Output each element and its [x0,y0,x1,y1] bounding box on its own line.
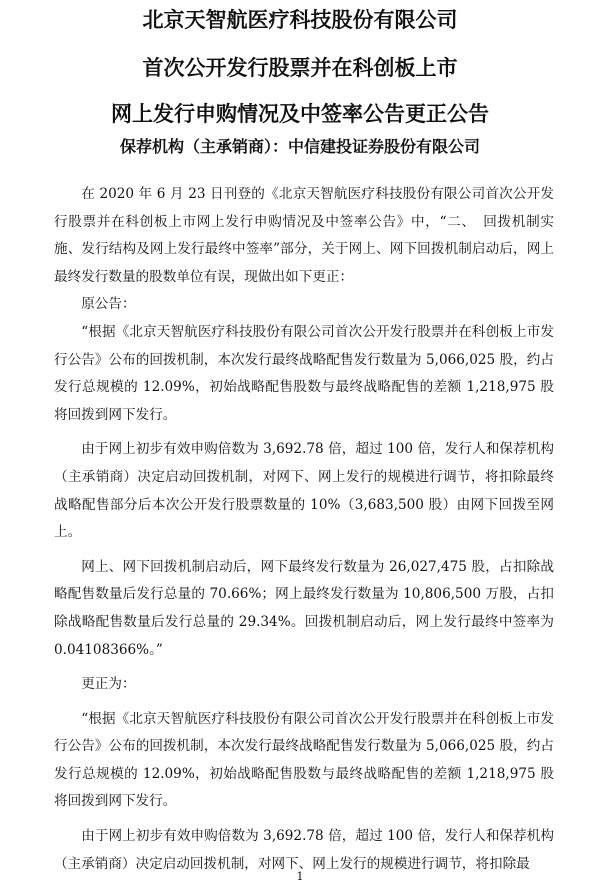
document-title-line-3: 网上发行申购情况及中签率公告更正公告 [111,102,489,126]
corrected-paragraph-1: “根据《北京天智航医疗科技股份有限公司首次公开发行股票并在科创板上市发行公告》公布的回拨机制，本次发行最终战略配售发行数量为 5,066,025 股，约占发行总规模的 12.09%，初始战略配售股数与最终战略配售的差额 1,218,975 股将回拨到网下发行。 [54,710,554,810]
intro-paragraph: 在 2020 年 6 月 23 日刊登的《北京天智航医疗科技股份有限公司首次公开发行股票并在科创板上市网上发行申购情况及中签率公告》中，“二、 回拨机制实施、发行结构及网上发行最终中签率”部分，关于网上、网下回拨机制启动后，网上最终发行数量的股数单位有误，现做出如下更正： [54,186,554,285]
document-body [54,181,554,878]
corrected-paragraph-2: 由于网上初步有效申购倍数为 3,692.78 倍，超过 100 倍，发行人和保荐机构（主承销商）决定启动回拨机制，对网下、网上发行的规模进行调节，将扣除最 [54,828,554,872]
original-announcement-label: 原公告： [81,296,136,313]
original-paragraph-2: 由于网上初步有效申购倍数为 3,692.78 倍，超过 100 倍，发行人和保荐机构（主承销商）决定启动回拨机制，对网下、网上发行的规模进行调节，将扣除最终战略配售部分后本次公开发行股票数量的 10%（3,683,500 股）由网下回拨至网上。 [54,441,554,541]
original-paragraph-3: 网上、网下回拨机制启动后，网下最终发行数量为 26,027,475 股，占扣除战略配售数量后发行总量的 70.66%；网上最终发行数量为 10,806,500 万股，占扣除战略配售数量后发行总量的 29.34%。回拨机制启动后，网上发行最终中签率为 0.04108366%。” [54,558,554,658]
page-number: 1 [296,870,304,883]
document-title-line-1: 北京天智航医疗科技股份有限公司 [142,8,458,32]
sponsor-line: 保荐机构（主承销商）：中信建投证券股份有限公司 [119,137,480,156]
document-title-line-2: 首次公开发行股票并在科创板上市 [142,56,458,80]
original-paragraph-1: “根据《北京天智航医疗科技股份有限公司首次公开发行股票并在科创板上市发行公告》公布的回拨机制，本次发行最终战略配售发行数量为 5,066,025 股，约占发行总规模的 12.09%，初始战略配售股数与最终战略配售的差额 1,218,975 股将回拨到网下发行。 [54,323,554,423]
correction-label: 更正为： [81,676,136,693]
